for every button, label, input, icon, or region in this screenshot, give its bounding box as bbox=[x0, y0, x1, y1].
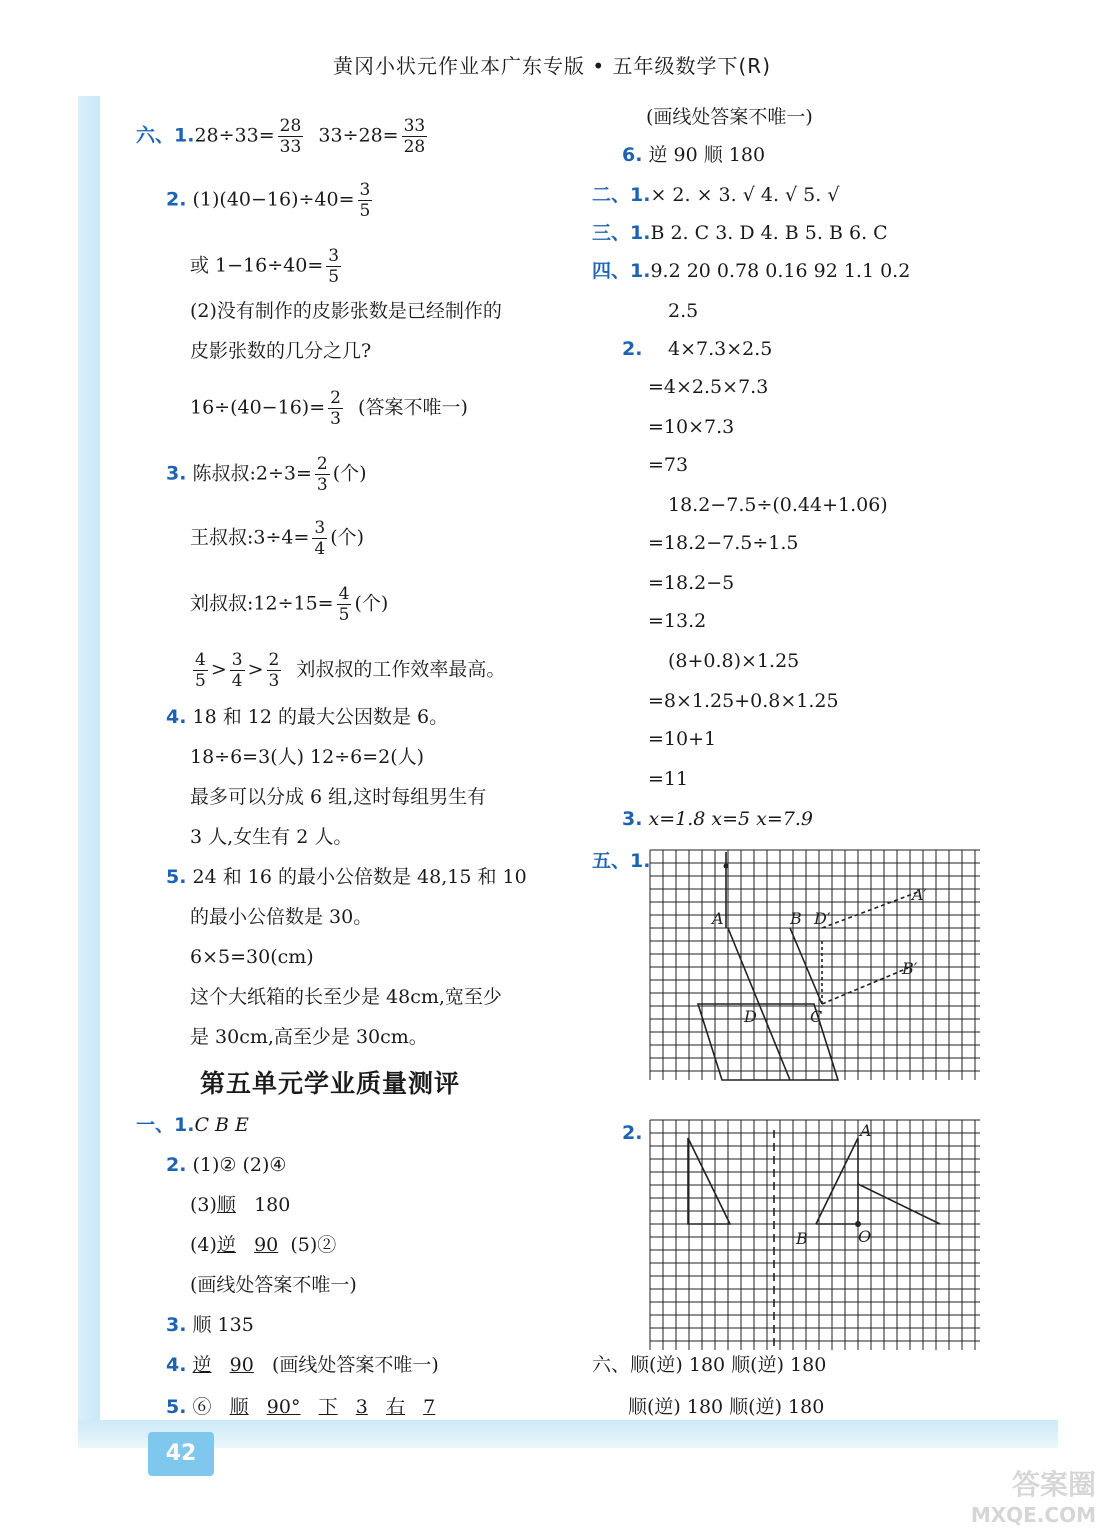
answer-6-4-b: 18÷6=3(人) 12÷6=2(人) bbox=[190, 746, 425, 768]
fraction: $\frac{4}{5}$ bbox=[195, 650, 206, 691]
fraction: $\frac{3}{5}$ bbox=[328, 246, 340, 287]
fraction: $\frac{3}{5}$ bbox=[359, 180, 371, 221]
grid-figure-1 bbox=[648, 848, 982, 1082]
fraction: $\frac{33}{28}$ bbox=[403, 116, 426, 157]
item-number: 六、1. bbox=[136, 124, 195, 147]
answer-6-5-d: 这个大纸箱的长至少是 48cm,宽至少 bbox=[190, 986, 502, 1008]
answer-6-1: 六、1.28÷33= $\frac{28}{33}$ 33÷28= $\frac{33}{28}$ bbox=[136, 116, 426, 157]
answer-5-2-number: 2. bbox=[622, 1122, 643, 1144]
answer-3: 三、1.B 2. C 3. D 4. B 5. B 6. C bbox=[592, 222, 888, 244]
page-number: 42 bbox=[148, 1432, 214, 1476]
label-A: A bbox=[860, 1121, 872, 1140]
answer-6-4-d: 3 人,女生有 2 人。 bbox=[190, 826, 353, 848]
label-A-prime: A′ bbox=[912, 885, 928, 904]
label-C: C bbox=[810, 1007, 823, 1026]
label-B: B bbox=[790, 909, 802, 928]
answer-2: 二、1.× 2. × 3. √ 4. √ 5. √ bbox=[592, 184, 840, 206]
calc-line: 4×7.3×2.5 bbox=[668, 338, 773, 360]
answer-1-2-b: (3)顺 180 bbox=[190, 1194, 291, 1216]
answer-4-1-cont: 2.5 bbox=[668, 300, 699, 322]
answer-1-2-note: (画线处答案不唯一) bbox=[190, 1274, 357, 1296]
answer-6-2-2-line1: (2)没有制作的皮影张数是已经制作的 bbox=[190, 300, 502, 322]
segment-D1A1 bbox=[822, 892, 918, 928]
answer-1-2-a: 2. (1)② (2)④ bbox=[166, 1154, 287, 1176]
answer-6-right-1: 六、顺(逆) 180 顺(逆) 180 bbox=[592, 1354, 827, 1376]
answer-6-4-c: 最多可以分成 6 组,这时每组男生有 bbox=[190, 786, 487, 808]
segment-rotated bbox=[858, 1184, 940, 1224]
calc-line: =11 bbox=[648, 768, 689, 790]
answer-6-right-2: 顺(逆) 180 顺(逆) 180 bbox=[628, 1396, 825, 1418]
left-margin-band bbox=[78, 96, 100, 1426]
answer-4-3: 3. x=1.8 x=5 x=7.9 bbox=[622, 808, 814, 830]
answer-4-1: 四、1.9.2 20 0.78 0.16 92 1.1 0.2 bbox=[592, 260, 911, 282]
calc-line: (8+0.8)×1.25 bbox=[668, 650, 800, 672]
calc-line: =10+1 bbox=[648, 728, 717, 750]
fraction: $\frac{2}{3}$ bbox=[268, 650, 280, 691]
answer-1-2-c: (4)逆 90 (5)② bbox=[190, 1234, 337, 1256]
calc-line: =13.2 bbox=[648, 610, 707, 632]
label-D-prime: D′ bbox=[814, 909, 831, 928]
answer-1-4: 4. 逆 90 (画线处答案不唯一) bbox=[166, 1354, 439, 1376]
fraction: $\frac{3}{4}$ bbox=[314, 518, 326, 559]
answer-6-3-compare: $\frac{4}{5}$ > $\frac{3}{4}$ > $\frac{2}{3}$ 刘叔叔的工作效率最高。 bbox=[195, 650, 506, 691]
calc-line: =4×2.5×7.3 bbox=[648, 376, 769, 398]
label-B-prime: B′ bbox=[902, 959, 918, 978]
calc-line: =73 bbox=[648, 454, 689, 476]
fraction: $\frac{3}{4}$ bbox=[231, 650, 243, 691]
answer-1-6: 6. 逆 90 顺 180 bbox=[622, 144, 766, 166]
fraction: $\frac{2}{3}$ bbox=[316, 454, 328, 495]
calc-line: =18.2−5 bbox=[648, 572, 735, 594]
answer-6-3-b: 王叔叔:3÷4= $\frac{3}{4}$ (个) bbox=[190, 518, 365, 559]
answer-1-5: 5. ⑥ 顺 90° 下 3 右 7 bbox=[166, 1396, 436, 1418]
answer-6-3-a: 3. 陈叔叔:2÷3= $\frac{2}{3}$ (个) bbox=[166, 454, 367, 495]
answer-5-1-number: 五、1. bbox=[592, 850, 651, 872]
answer-6-2-2-calc: 16÷(40−16)= $\frac{2}{3}$ (答案不唯一) bbox=[190, 388, 468, 429]
segment-CB1 bbox=[822, 968, 908, 1004]
answer-6-2-2-line2: 皮影张数的几分之几? bbox=[190, 340, 372, 362]
answer-6-5-e: 是 30cm,高至少是 30cm。 bbox=[190, 1026, 428, 1048]
bottom-band bbox=[78, 1420, 1058, 1448]
answer-6-5-c: 6×5=30(cm) bbox=[190, 946, 314, 968]
answer-4-2-number: 2. bbox=[622, 338, 643, 360]
label-O: O bbox=[858, 1227, 872, 1246]
answer-6-2-1: 2. (1)(40−16)÷40= $\frac{3}{5}$ bbox=[166, 180, 371, 221]
section-title: 第五单元学业质量测评 bbox=[200, 1069, 461, 1098]
point-marker bbox=[724, 864, 729, 869]
answer-6-5-b: 的最小公倍数是 30。 bbox=[190, 906, 373, 928]
watermark-text: 答案圈 bbox=[1011, 1468, 1096, 1501]
answer-6-2-alt: 或 1−16÷40= $\frac{3}{5}$ bbox=[190, 246, 340, 287]
page-header: 黄冈小状元作业本广东专版 • 五年级数学下(R) bbox=[332, 54, 771, 78]
fraction: $\frac{2}{3}$ bbox=[330, 388, 341, 429]
fraction: $\frac{4}{5}$ bbox=[338, 584, 350, 625]
label-A: A bbox=[712, 909, 724, 928]
answer-6-3-c: 刘叔叔:12÷15= $\frac{4}{5}$ (个) bbox=[190, 584, 389, 625]
calc-line: =10×7.3 bbox=[648, 416, 735, 438]
answer-6-4-a: 4. 18 和 12 的最大公因数是 6。 bbox=[166, 706, 449, 728]
answer-6-5-a: 5. 24 和 16 的最小公倍数是 48,15 和 10 bbox=[166, 866, 527, 888]
watermark-logo bbox=[971, 1470, 1096, 1530]
calc-line: 18.2−7.5÷(0.44+1.06) bbox=[668, 494, 888, 516]
label-B: B bbox=[796, 1229, 808, 1248]
answer-1-3: 3. 顺 135 bbox=[166, 1314, 254, 1336]
grid-figure-2 bbox=[648, 1118, 982, 1352]
answer-note-top: (画线处答案不唯一) bbox=[646, 106, 813, 128]
fraction: $\frac{28}{33}$ bbox=[279, 116, 302, 157]
answer-1-1: 一、1.C B E bbox=[136, 1114, 249, 1136]
watermark-url: MXQE.COM bbox=[970, 1503, 1096, 1527]
calc-line: =18.2−7.5÷1.5 bbox=[648, 532, 799, 554]
calc-line: =8×1.25+0.8×1.25 bbox=[648, 690, 839, 712]
label-D: D bbox=[744, 1007, 757, 1026]
